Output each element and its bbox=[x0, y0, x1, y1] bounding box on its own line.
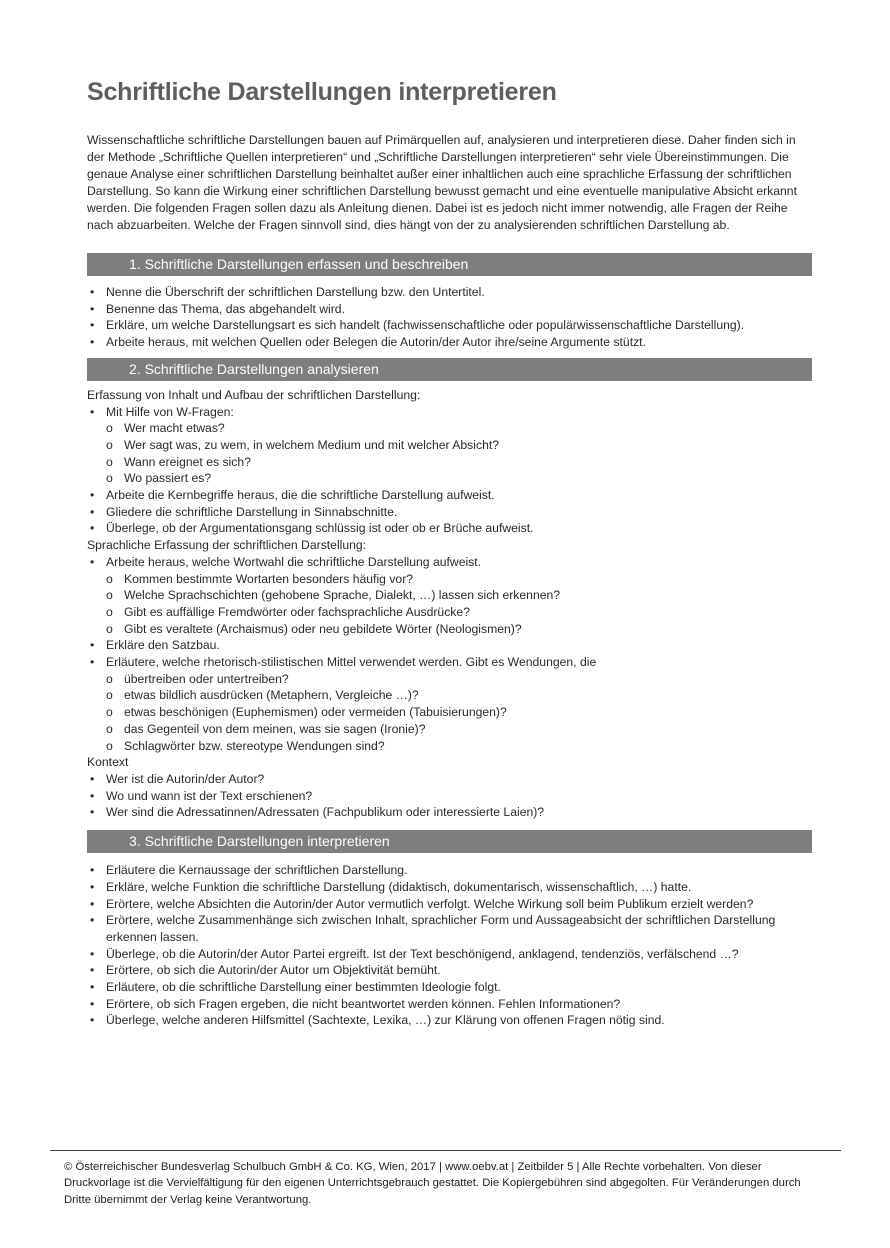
list-item: • Erläutere, ob die schriftliche Darstellung einer bestimmten Ideologie folgt. bbox=[87, 979, 812, 996]
subheading-text: Sprachliche Erfassung der schriftlichen Darstellung: bbox=[87, 538, 367, 553]
section-3-list bbox=[87, 862, 812, 1029]
subheading-text: Erfassung von Inhalt und Aufbau der schriftlichen Darstellung: bbox=[87, 387, 421, 402]
sub-list-item: o Welche Sprachschichten (gehobene Sprache, Dialekt, …) lassen sich erkennen? bbox=[87, 587, 812, 604]
list-item: • Gliedere die schriftliche Darstellung in Sinnabschnitte. bbox=[87, 504, 812, 521]
list-item: • Erörtere, ob sich die Autorin/der Autor um Objektivität bemüht. bbox=[87, 962, 812, 979]
intro-paragraph bbox=[87, 132, 812, 234]
footer bbox=[64, 1159, 830, 1208]
section-heading-2: 2. Schriftliche Darstellungen analysieren bbox=[87, 358, 812, 381]
list-item: • Erläutere, welche rhetorisch-stilistischen Mittel verwendet werden. Gibt es Wendungen, die bbox=[87, 654, 812, 671]
intro-text: Wissenschaftliche schriftliche Darstellungen bauen auf Primärquellen auf, analysieren und interpretieren diese. Daher finden sich in der Methode „Schriftliche Quellen interpretieren“ und „Schriftliche Darstellungen interpretieren“ sehr viele Übereinstimmungen. Die genaue Analyse einer schriftlichen Darstellung beinhaltet außer einer inhaltlichen auch eine sprachliche Erfassung der schriftlichen Darstellung. So kann die Wirkung einer schriftlichen Darstellung bewusst gemacht und eine eventuelle manipulative Absicht erkannt werden. Die folgenden Fragen sollen dazu als Anleitung dienen. Dabei ist es jedoch nicht immer notwendig, alle Fragen der Reihe nach abzuarbeiten. Welche der Fragen sinnvoll sind, dies hängt von der zu analysierenden schriftlichen Darstellung ab. bbox=[87, 133, 797, 232]
copyright-notice: © Österreichischer Bundesverlag Schulbuch GmbH & Co. KG, Wien, 2017 | www.oebv.at | Zeitbilder 5 | Alle Rechte vorbehalten. Von dieser Druckvorlage ist die Vervielfältigung für den eigenen Unterrichtsgebrauch gestattet. Die Kopiergebühren sind abgegolten. Für Veränderungen durch Dritte übernimmt der Verlag keine Verantwortung. bbox=[64, 1161, 801, 1206]
sub-list-item: o Kommen bestimmte Wortarten besonders häufig vor? bbox=[87, 571, 812, 588]
list-item: • Überlege, ob der Argumentationsgang schlüssig ist oder ob er Brüche aufweist. bbox=[87, 520, 812, 537]
sub-list-item: o Wer macht etwas? bbox=[87, 420, 812, 437]
sub-list-item: o Wo passiert es? bbox=[87, 470, 812, 487]
section-2-list bbox=[87, 387, 812, 821]
section-heading-1: 1. Schriftliche Darstellungen erfassen und beschreiben bbox=[87, 253, 812, 276]
list-item: • Arbeite heraus, mit welchen Quellen oder Belegen die Autorin/der Autor ihre/seine Argumente stützt. bbox=[87, 334, 812, 351]
section-1-list bbox=[87, 284, 812, 351]
sub-list-item: o übertreiben oder untertreiben? bbox=[87, 671, 812, 688]
list-item: • Erkläre den Satzbau. bbox=[87, 637, 812, 654]
list-item: • Erkläre, um welche Darstellungsart es sich handelt (fachwissenschaftliche oder populärwissenschaftliche Darstellung). bbox=[87, 317, 812, 334]
sub-list-item: o Wer sagt was, zu wem, in welchem Medium und mit welcher Absicht? bbox=[87, 437, 812, 454]
sub-list-item: o Gibt es auffällige Fremdwörter oder fachsprachliche Ausdrücke? bbox=[87, 604, 812, 621]
sub-list-item: o Wann ereignet es sich? bbox=[87, 454, 812, 471]
list-item: • Arbeite die Kernbegriffe heraus, die die schriftliche Darstellung aufweist. bbox=[87, 487, 812, 504]
sub-list-item: o Gibt es veraltete (Archaismus) oder neu gebildete Wörter (Neologismen)? bbox=[87, 621, 812, 638]
list-item: • Erörtere, welche Absichten die Autorin/der Autor vermutlich verfolgt. Welche Wirkung soll beim Publikum erzielt werden? bbox=[87, 896, 812, 913]
list-item: • Wo und wann ist der Text erschienen? bbox=[87, 788, 812, 805]
list-item: • Erläutere die Kernaussage der schriftlichen Darstellung. bbox=[87, 862, 812, 879]
list-item: • Erörtere, ob sich Fragen ergeben, die nicht beantwortet werden können. Fehlen Informationen? bbox=[87, 996, 812, 1013]
subheading-text: Kontext bbox=[87, 755, 129, 770]
list-item: • Überlege, welche anderen Hilfsmittel (Sachtexte, Lexika, …) zur Klärung von offenen Fragen nötig sind. bbox=[87, 1012, 812, 1029]
list-item: • Erörtere, welche Zusammenhänge sich zwischen Inhalt, sprachlicher Form und Aussageabsicht der schriftlichen Darstellung erkennen lassen. bbox=[87, 912, 812, 945]
list-item: • Benenne das Thema, das abgehandelt wird. bbox=[87, 301, 812, 318]
sub-list-item: o etwas bildlich ausdrücken (Metaphern, Vergleiche …)? bbox=[87, 687, 812, 704]
page-content bbox=[87, 78, 812, 1029]
footer-divider bbox=[50, 1150, 841, 1151]
sub-list-item: o Schlagwörter bzw. stereotype Wendungen sind? bbox=[87, 738, 812, 755]
list-item: • Arbeite heraus, welche Wortwahl die schriftliche Darstellung aufweist. bbox=[87, 554, 812, 571]
sub-list-item: o das Gegenteil von dem meinen, was sie sagen (Ironie)? bbox=[87, 721, 812, 738]
list-item: • Überlege, ob die Autorin/der Autor Partei ergreift. Ist der Text beschönigend, anklagend, tendenziös, verfälschend …? bbox=[87, 946, 812, 963]
page-title: Schriftliche Darstellungen interpretieren bbox=[87, 78, 557, 106]
list-item: • Nenne die Überschrift der schriftlichen Darstellung bzw. den Untertitel. bbox=[87, 284, 812, 301]
list-item: • Erkläre, welche Funktion die schriftliche Darstellung (didaktisch, dokumentarisch, wissenschaftlich, …) hatte. bbox=[87, 879, 812, 896]
sub-list-item: o etwas beschönigen (Euphemismen) oder vermeiden (Tabuisierungen)? bbox=[87, 704, 812, 721]
list-item: • Wer sind die Adressatinnen/Adressaten (Fachpublikum oder interessierte Laien)? bbox=[87, 804, 812, 821]
list-item: • Wer ist die Autorin/der Autor? bbox=[87, 771, 812, 788]
list-item: • Mit Hilfe von W-Fragen: bbox=[87, 404, 812, 421]
section-heading-3: 3. Schriftliche Darstellungen interpretieren bbox=[87, 830, 812, 853]
